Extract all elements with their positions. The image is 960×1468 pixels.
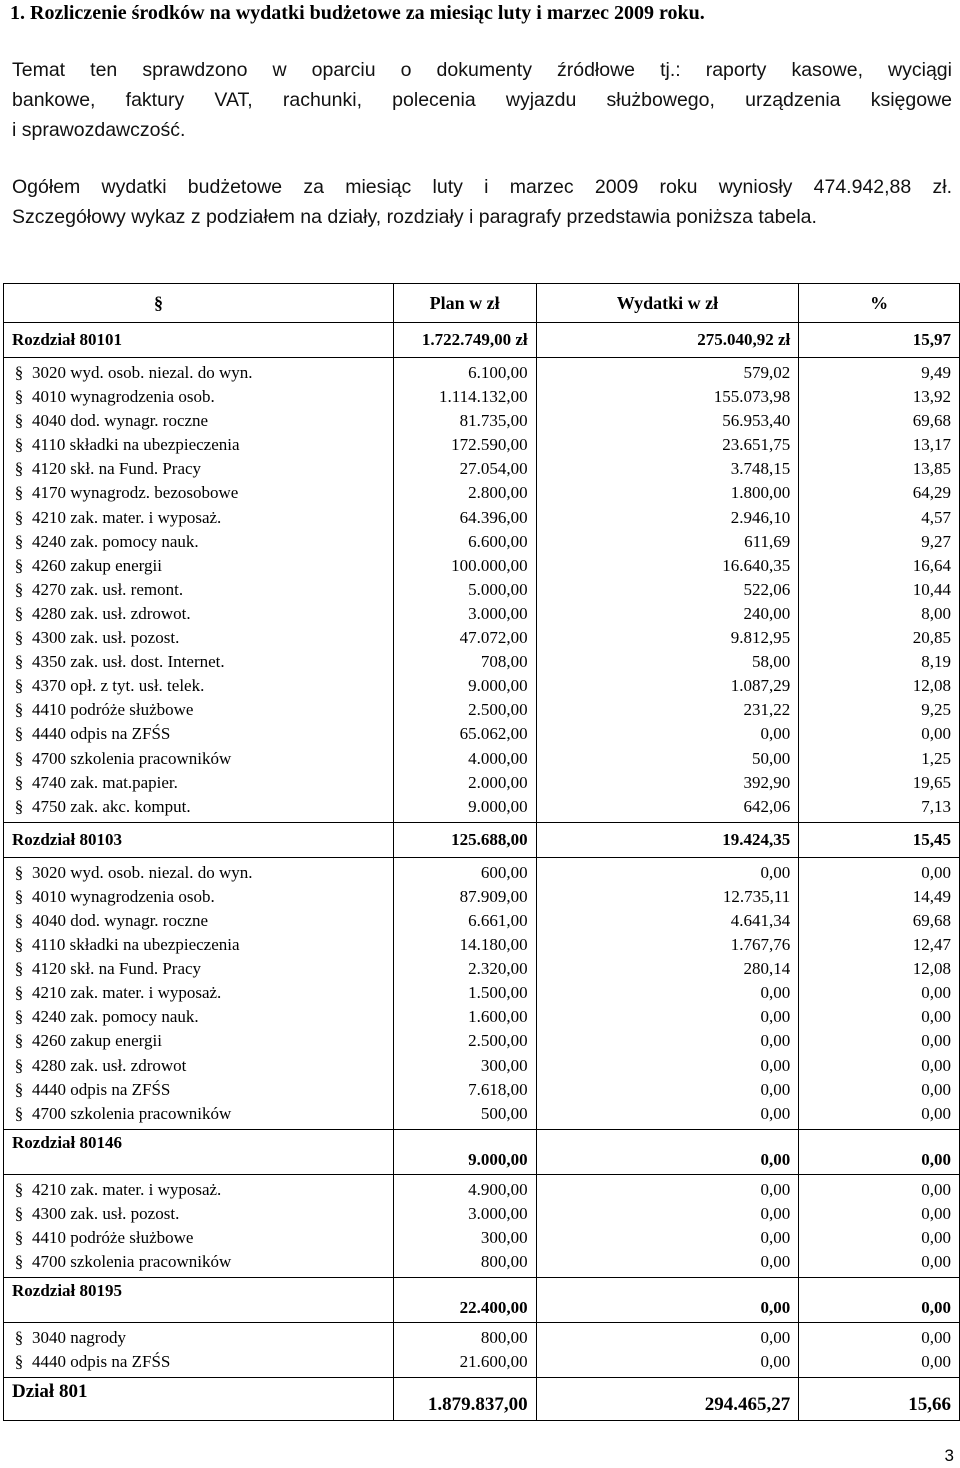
item-plan: 21.600,00 <box>459 1352 528 1372</box>
item-pct: 9,25 <box>921 700 951 720</box>
item-spent: 12.735,11 <box>722 886 791 906</box>
section-spent: 0,00 <box>536 1129 799 1174</box>
item-label: 3020 wyd. osob. niezal. do wyn. <box>32 363 253 382</box>
item-pct: 10,44 <box>912 579 951 599</box>
item-pct: 13,85 <box>912 459 951 479</box>
item-label: 4120 skł. na Fund. Pracy <box>32 459 202 479</box>
section-title: Rozdział 80101 <box>4 323 394 358</box>
section-sign-icon: § <box>14 507 24 527</box>
total-spent: 294.465,27 <box>536 1378 799 1421</box>
item-spents <box>536 1174 799 1277</box>
item-label: 4410 podróże służbowe <box>32 700 194 720</box>
list-item <box>12 861 385 885</box>
item-spent: 0,00 <box>760 983 791 1003</box>
section-sign-icon: § <box>14 1252 24 1272</box>
item-labels <box>4 358 394 823</box>
section-sign-icon: § <box>14 935 24 955</box>
total-plan: 1.879.837,00 <box>393 1378 536 1421</box>
list-item <box>12 1005 385 1029</box>
item-label: 4040 dod. wynagr. roczne <box>32 411 209 431</box>
section-plan: 9.000,00 <box>393 1129 536 1174</box>
list-item <box>12 909 385 933</box>
item-spent: 50,00 <box>751 748 791 768</box>
section-sign-icon: § <box>14 676 24 696</box>
summary-paragraph <box>12 172 952 232</box>
item-spent: 0,00 <box>760 1203 791 1223</box>
section-row <box>4 822 960 857</box>
list-item <box>12 385 385 409</box>
section-spent: 19.424,35 <box>536 822 799 857</box>
item-plan: 6.600,00 <box>468 531 528 551</box>
item-spent: 23.651,75 <box>722 435 791 455</box>
section-pct: 15,97 <box>799 323 960 358</box>
list-item <box>12 650 385 674</box>
item-plan: 47.072,00 <box>459 628 528 648</box>
item-plan: 6.100,00 <box>468 363 528 382</box>
item-pct: 13,92 <box>912 387 951 407</box>
item-spents <box>536 1323 799 1378</box>
item-label: 4210 zak. mater. i wyposaż. <box>32 507 222 527</box>
section-sign-icon: § <box>14 1055 24 1075</box>
item-spent: 0,00 <box>760 1103 791 1123</box>
item-plan: 2.500,00 <box>468 1031 528 1051</box>
section-pct: 15,45 <box>799 822 960 857</box>
item-labels <box>4 1174 394 1277</box>
list-item <box>12 1326 385 1350</box>
item-spent: 155.073,98 <box>713 387 791 407</box>
list-item <box>12 626 385 650</box>
section-sign-icon: § <box>14 555 24 575</box>
item-plan: 9.000,00 <box>468 796 528 816</box>
header-bullet-cell <box>4 284 394 323</box>
item-label: 4170 wynagrodz. bezosobowe <box>32 483 239 503</box>
item-spent: 3.748,15 <box>730 459 791 479</box>
item-spent: 0,00 <box>760 724 791 744</box>
item-label: 4260 zakup energii <box>32 555 162 575</box>
item-plan: 100.000,00 <box>451 555 528 575</box>
item-pct: 19,65 <box>912 772 951 792</box>
section-items-row <box>4 857 960 1129</box>
item-pct: 0,00 <box>921 983 951 1003</box>
item-plan: 2.800,00 <box>468 483 528 503</box>
item-label: 4300 zak. usł. pozost. <box>32 628 180 648</box>
item-plan: 2.320,00 <box>468 959 528 979</box>
item-pct: 64,29 <box>912 483 951 503</box>
item-spent: 9.812,95 <box>730 628 791 648</box>
item-label: 4440 odpis na ZFŚS <box>32 724 171 744</box>
section-sign-icon: § <box>14 652 24 672</box>
list-item <box>12 1029 385 1053</box>
item-pct: 0,00 <box>921 724 951 744</box>
list-item <box>12 1178 385 1202</box>
item-pct: 0,00 <box>921 1252 951 1272</box>
item-plan: 708,00 <box>480 652 528 672</box>
item-spent: 579,02 <box>743 363 791 382</box>
list-item <box>12 361 385 385</box>
item-pct: 9,49 <box>921 363 951 382</box>
item-pct: 8,19 <box>921 652 951 672</box>
section-row <box>4 1129 960 1174</box>
item-plan: 2.500,00 <box>468 700 528 720</box>
list-item <box>12 747 385 771</box>
item-plan: 4.900,00 <box>468 1179 528 1199</box>
item-spent: 0,00 <box>760 1079 791 1099</box>
section-plan: 22.400,00 <box>393 1278 536 1323</box>
item-plan: 172.590,00 <box>451 435 528 455</box>
intro-line: i sprawozdawczość. <box>12 119 186 141</box>
list-item <box>12 933 385 957</box>
intro-line: bankowe, faktury VAT, rachunki, polecenia wyjazdu służbowego, urządzenia księgowe <box>12 89 952 111</box>
item-label: 4350 zak. usł. dost. Internet. <box>32 652 225 672</box>
header-spent: Wydatki w zł <box>536 284 799 323</box>
item-pcts <box>799 857 960 1129</box>
list-item <box>12 981 385 1005</box>
item-spent: 4.641,34 <box>730 910 791 930</box>
section-items-row <box>4 1174 960 1277</box>
item-plans <box>393 358 536 823</box>
section-plan: 1.722.749,00 zł <box>393 323 536 358</box>
item-plan: 500,00 <box>480 1103 528 1123</box>
item-spent: 1.800,00 <box>730 483 791 503</box>
section-sign-icon: § <box>14 387 24 407</box>
section-title: Rozdział 80195 <box>4 1278 394 1323</box>
section-sign-icon: § <box>14 1228 24 1247</box>
item-spent: 16.640,35 <box>722 555 791 575</box>
item-label: 4740 zak. mat.papier. <box>32 772 178 792</box>
item-plan: 81.735,00 <box>459 411 528 431</box>
header-pct: % <box>799 284 960 323</box>
item-label: 4210 zak. mater. i wyposaż. <box>32 1179 222 1199</box>
section-sign-icon: § <box>14 579 24 599</box>
section-sign-icon: § <box>14 1007 24 1027</box>
list-item <box>12 457 385 481</box>
item-pcts <box>799 1174 960 1277</box>
item-plan: 27.054,00 <box>459 459 528 479</box>
list-item <box>12 957 385 981</box>
section-sign-icon: § <box>14 724 24 744</box>
intro-line: Temat ten sprawdzono w oparciu o dokumenty źródłowe tj.: raporty kasowe, wyciągi <box>12 59 952 81</box>
total-pct: 15,66 <box>799 1378 960 1421</box>
item-plan: 1.114.132,00 <box>438 387 528 407</box>
list-item <box>12 722 385 746</box>
section-title: Rozdział 80103 <box>4 822 394 857</box>
item-pct: 4,57 <box>921 507 951 527</box>
section-sign-icon: § <box>14 748 24 768</box>
item-spent: 0,00 <box>760 1055 791 1075</box>
item-plans <box>393 857 536 1129</box>
item-spent: 0,00 <box>760 862 791 882</box>
list-item <box>12 885 385 909</box>
item-label: 4240 zak. pomocy nauk. <box>32 1007 199 1027</box>
item-pct: 0,00 <box>921 1179 951 1199</box>
section-sign-icon: § <box>14 363 24 382</box>
section-sign-icon: § <box>14 411 24 431</box>
section-sign-icon: § <box>14 1031 24 1051</box>
item-pcts <box>799 1323 960 1378</box>
item-label: 4370 opł. z tyt. usł. telek. <box>32 676 205 696</box>
section-sign-icon: § <box>14 886 24 906</box>
section-items-row <box>4 358 960 823</box>
section-pct: 0,00 <box>799 1129 960 1174</box>
item-pct: 12,08 <box>912 676 951 696</box>
section-sign-icon: § <box>14 796 24 816</box>
item-plans <box>393 1323 536 1378</box>
item-label: 4110 składki na ubezpieczenia <box>32 435 240 455</box>
item-label: 4280 zak. usł. zdrowot. <box>32 603 191 623</box>
item-pct: 1,25 <box>921 748 951 768</box>
list-item <box>12 506 385 530</box>
item-label: 4440 odpis na ZFŚS <box>32 1079 171 1099</box>
item-plan: 65.062,00 <box>459 724 528 744</box>
item-label: 4120 skł. na Fund. Pracy <box>32 959 202 979</box>
intro-paragraph <box>12 55 952 145</box>
item-spent: 0,00 <box>760 1252 791 1272</box>
section-sign-icon: § <box>14 459 24 479</box>
list-item <box>12 1102 385 1126</box>
item-label: 4440 odpis na ZFŚS <box>32 1352 171 1372</box>
item-pct: 8,00 <box>921 603 951 623</box>
item-pct: 0,00 <box>921 1228 951 1247</box>
item-label: 4410 podróże służbowe <box>32 1228 194 1247</box>
item-label: 4010 wynagrodzenia osob. <box>32 886 215 906</box>
item-pct: 0,00 <box>921 1103 951 1123</box>
item-label: 4750 zak. akc. komput. <box>32 796 191 816</box>
item-label: 4210 zak. mater. i wyposaż. <box>32 983 222 1003</box>
section-sign-icon: § <box>14 1352 24 1372</box>
item-spent: 231,22 <box>743 700 791 720</box>
item-labels <box>4 1323 394 1378</box>
item-plan: 800,00 <box>480 1328 528 1348</box>
summary-line: Ogółem wydatki budżetowe za miesiąc luty i marzec 2009 roku wyniosły 474.942,88 zł. <box>12 176 952 198</box>
item-pct: 69,68 <box>912 910 951 930</box>
item-plan: 7.618,00 <box>468 1079 528 1099</box>
section-title: Rozdział 80146 <box>4 1129 394 1174</box>
list-item <box>12 1054 385 1078</box>
item-spent: 0,00 <box>760 1352 791 1372</box>
total-title: Dział 801 <box>4 1378 394 1421</box>
header-plan: Plan w zł <box>393 284 536 323</box>
item-plan: 64.396,00 <box>459 507 528 527</box>
item-pct: 0,00 <box>921 862 951 882</box>
item-spent: 58,00 <box>751 652 791 672</box>
list-item <box>12 698 385 722</box>
item-plan: 6.661,00 <box>468 910 528 930</box>
item-spent: 0,00 <box>760 1179 791 1199</box>
item-pct: 0,00 <box>921 1079 951 1099</box>
item-spent: 0,00 <box>760 1328 791 1348</box>
item-pct: 14,49 <box>912 886 951 906</box>
section-row <box>4 323 960 358</box>
list-item <box>12 481 385 505</box>
section-spent: 0,00 <box>536 1278 799 1323</box>
list-item <box>12 433 385 457</box>
item-label: 4700 szkolenia pracowników <box>32 748 232 768</box>
item-plan: 800,00 <box>480 1252 528 1272</box>
page-number: 3 <box>944 1446 954 1465</box>
item-spents <box>536 358 799 823</box>
item-spent: 642,06 <box>743 796 791 816</box>
item-plan: 1.500,00 <box>468 983 528 1003</box>
item-label: 3040 nagrody <box>32 1328 126 1348</box>
item-spent: 240,00 <box>743 603 791 623</box>
item-pct: 0,00 <box>921 1352 951 1372</box>
section-sign-icon: § <box>14 1328 24 1348</box>
summary-line: Szczegółowy wykaz z podziałem na działy, rozdziały i paragrafy przedstawia poniższa tabela. <box>12 206 817 228</box>
section-sign-icon: § <box>14 1079 24 1099</box>
item-label: 4300 zak. usł. pozost. <box>32 1203 180 1223</box>
document-heading: 1. Rozliczenie środków na wydatki budżetowe za miesiąc luty i marzec 2009 roku. <box>10 2 705 24</box>
item-spent: 611,69 <box>744 531 791 551</box>
item-spents <box>536 857 799 1129</box>
item-plan: 14.180,00 <box>459 935 528 955</box>
list-item <box>12 1250 385 1274</box>
item-plan: 2.000,00 <box>468 772 528 792</box>
list-item <box>12 674 385 698</box>
list-item <box>12 1078 385 1102</box>
list-item <box>12 795 385 819</box>
item-label: 4270 zak. usł. remont. <box>32 579 184 599</box>
item-spent: 1.767,76 <box>730 935 791 955</box>
section-items-row <box>4 1323 960 1378</box>
section-plan: 125.688,00 <box>393 822 536 857</box>
list-item <box>12 1226 385 1250</box>
item-label: 4700 szkolenia pracowników <box>32 1252 232 1272</box>
item-plan: 3.000,00 <box>468 1203 528 1223</box>
list-item <box>12 1350 385 1374</box>
item-spent: 522,06 <box>743 579 791 599</box>
item-plan: 3.000,00 <box>468 603 528 623</box>
list-item <box>12 530 385 554</box>
table-header-row <box>4 284 960 323</box>
budget-table <box>3 283 960 1421</box>
item-plans <box>393 1174 536 1277</box>
section-row <box>4 1278 960 1323</box>
item-pct: 16,64 <box>912 555 951 575</box>
list-item <box>12 578 385 602</box>
item-pct: 12,47 <box>912 935 951 955</box>
item-plan: 1.600,00 <box>468 1007 528 1027</box>
item-label: 4040 dod. wynagr. roczne <box>32 910 209 930</box>
item-label: 4240 zak. pomocy nauk. <box>32 531 199 551</box>
item-spent: 56.953,40 <box>722 411 791 431</box>
total-row <box>4 1378 960 1421</box>
item-pct: 0,00 <box>921 1055 951 1075</box>
item-spent: 0,00 <box>760 1007 791 1027</box>
item-label: 4110 składki na ubezpieczenia <box>32 935 240 955</box>
section-sign-icon: § <box>14 1103 24 1123</box>
item-label: 4010 wynagrodzenia osob. <box>32 387 215 407</box>
section-sign-icon: § <box>14 603 24 623</box>
section-sign-icon: § <box>14 959 24 979</box>
item-plan: 300,00 <box>480 1055 528 1075</box>
item-pct: 7,13 <box>921 796 951 816</box>
section-sign-icon: § <box>14 435 24 455</box>
item-pct: 13,17 <box>912 435 951 455</box>
item-plan: 87.909,00 <box>459 886 528 906</box>
item-spent: 1.087,29 <box>730 676 791 696</box>
item-pct: 12,08 <box>912 959 951 979</box>
item-plan: 5.000,00 <box>468 579 528 599</box>
list-item <box>12 409 385 433</box>
item-labels <box>4 857 394 1129</box>
list-item <box>12 1202 385 1226</box>
item-pct: 0,00 <box>921 1328 951 1348</box>
item-label: 4260 zakup energii <box>32 1031 162 1051</box>
section-sign-icon: § <box>14 531 24 551</box>
section-sign-icon: § <box>14 983 24 1003</box>
item-spent: 0,00 <box>760 1228 791 1247</box>
item-pct: 20,85 <box>912 628 951 648</box>
section-sign-icon: § <box>14 1203 24 1223</box>
section-sign-icon: § <box>14 700 24 720</box>
item-label: 4700 szkolenia pracowników <box>32 1103 232 1123</box>
item-spent: 2.946,10 <box>730 507 791 527</box>
list-item <box>12 554 385 578</box>
section-pct: 0,00 <box>799 1278 960 1323</box>
item-pct: 0,00 <box>921 1007 951 1027</box>
item-spent: 392,90 <box>743 772 791 792</box>
item-plan: 4.000,00 <box>468 748 528 768</box>
list-item <box>12 602 385 626</box>
section-sign-icon: § <box>14 772 24 792</box>
section-sign-icon: § <box>14 483 24 503</box>
item-label: 3020 wyd. osob. niezal. do wyn. <box>32 862 253 882</box>
section-sign-icon: § <box>14 628 24 648</box>
item-spent: 280,14 <box>743 959 791 979</box>
item-pct: 69,68 <box>912 411 951 431</box>
section-sign-icon: § <box>14 1179 24 1199</box>
item-pct: 0,00 <box>921 1203 951 1223</box>
item-label: 4280 zak. usł. zdrowot <box>32 1055 187 1075</box>
item-pct: 0,00 <box>921 1031 951 1051</box>
section-sign-icon: § <box>14 862 24 882</box>
item-spent: 0,00 <box>760 1031 791 1051</box>
item-plan: 600,00 <box>480 862 528 882</box>
item-plan: 300,00 <box>480 1228 528 1247</box>
item-plan: 9.000,00 <box>468 676 528 696</box>
item-pct: 9,27 <box>921 531 951 551</box>
list-item <box>12 771 385 795</box>
section-sign-icon: § <box>14 910 24 930</box>
section-spent: 275.040,92 zł <box>536 323 799 358</box>
item-pcts <box>799 358 960 823</box>
section-sign-icon: § <box>154 292 163 313</box>
